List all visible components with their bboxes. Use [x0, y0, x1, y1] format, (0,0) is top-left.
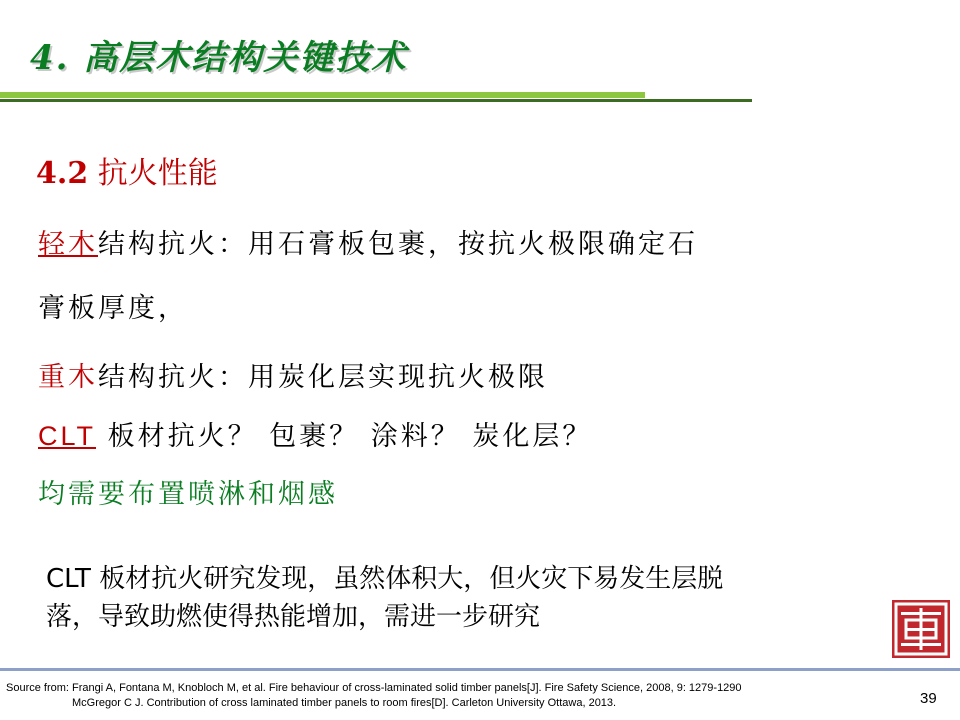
light-wood-line-2: 膏板厚度，	[38, 293, 188, 324]
section-number: 4.2	[36, 156, 89, 191]
footer-source-line-2: McGregor C J. Contribution of cross laminated timber panels to room fires[D]. Carleton University Ottawa, 2013.	[72, 697, 617, 709]
institution-seal-logo-icon	[892, 600, 950, 658]
heavy-wood-text: 结构抗火：用炭化层实现抗火极限	[98, 362, 548, 393]
clt-label: CLT	[38, 421, 97, 451]
research-note-line-2: 落，导致助燃使得热能增加，需进一步研究	[46, 602, 541, 632]
page-number: 39	[920, 690, 937, 707]
section-title: 抗火性能	[97, 156, 218, 191]
footer-divider	[0, 668, 960, 671]
footer-source-line-1: Source from: Frangi A, Fontana M, Knobloch M, et al. Fire behaviour of cross-laminated solid timber panels[J]. Fire Safety Science, 2008, 9: 1279-1290	[6, 682, 742, 694]
heavy-wood-line	[38, 355, 548, 394]
clt-text: 板材抗火？ 包裹？ 涂料？ 炭化层？	[96, 421, 593, 452]
light-wood-text-1: 结构抗火：用石膏板包裹，按抗火极限确定石	[98, 229, 698, 260]
research-note-line-1: CLT 板材抗火研究发现，虽然体积大，但火灾下易发生层脱	[46, 564, 724, 594]
clt-line	[38, 414, 592, 453]
title-underline-light	[0, 92, 645, 98]
title-underline-dark	[0, 99, 752, 102]
sprinkler-note: 均需要布置喷淋和烟感	[38, 479, 338, 510]
slide-title: 4. 高层木结构关键技术	[30, 38, 408, 78]
heavy-wood-label: 重木	[38, 362, 98, 393]
light-wood-line-1	[38, 222, 698, 261]
section-heading	[36, 148, 218, 192]
light-wood-label: 轻木	[38, 229, 98, 260]
